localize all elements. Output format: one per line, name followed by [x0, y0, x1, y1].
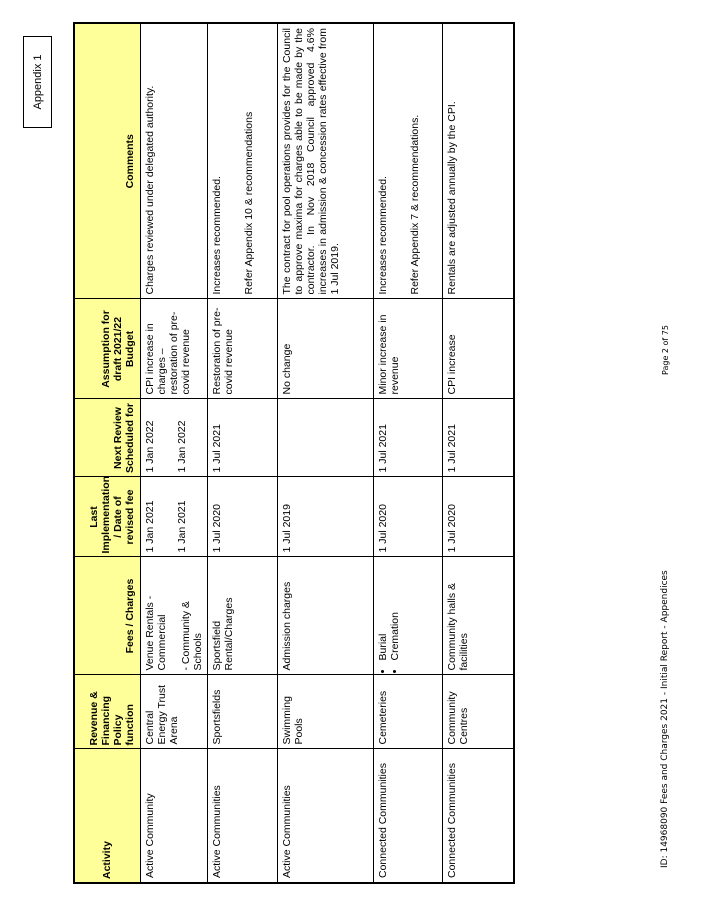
- cell-revenue-policy: Cemeteries: [373, 675, 442, 749]
- table-row: [277, 23, 373, 883]
- cell-next-review: 1 Jul 2021: [442, 399, 514, 477]
- fees-table-wrapper: [73, 24, 513, 884]
- cell-comments: The contract for pool operations provides for the Council to approve maxima for charges able to be made by the contractor. In Nov 2018 Council approved 4.6% increases in admission & concession rates effective from 1 Jul 2019.: [277, 23, 373, 299]
- cell-fees: Community halls & facilities: [442, 557, 514, 675]
- appendix-label: Appendix 1: [31, 54, 44, 110]
- page-number: Page 2 of 75: [661, 325, 670, 375]
- cell-assumption: Restoration of pre-covid revenue: [207, 299, 277, 399]
- cell-activity: Connected Communities: [373, 749, 442, 883]
- cell-fees: Sportsfield Rental/Charges: [207, 557, 277, 675]
- cell-comments: [373, 23, 442, 299]
- cell-revenue-policy: Sportsfields: [207, 675, 277, 749]
- table-row: [442, 23, 514, 883]
- cell-comments: Charges reviewed under delegated authority.: [140, 23, 207, 299]
- cell-last-implementation: 1 Jul 2019: [277, 477, 373, 557]
- cell-activity: Active Community: [140, 749, 207, 883]
- date-line: 1 Jan 2022: [143, 420, 156, 473]
- comment-line: Refer Appendix 7 & recommendations.: [408, 114, 421, 295]
- fees-bullet-list: [377, 562, 401, 671]
- cell-last-implementation: 1 Jul 2020: [442, 477, 514, 557]
- cell-comments: Rentals are adjusted annually by the CPI.: [442, 23, 514, 299]
- cell-last-implementation: [140, 477, 207, 557]
- fee-line: - Community & Schools: [179, 601, 204, 671]
- header-fees: Fees / Charges: [74, 557, 140, 675]
- header-comments: Comments: [74, 23, 140, 299]
- cell-activity: Active Communities: [277, 749, 373, 883]
- appendix-label-box: [23, 36, 52, 128]
- cell-next-review: [140, 399, 207, 477]
- date-line: 1 Jan 2021: [175, 500, 188, 553]
- cell-assumption: CPI increase: [442, 299, 514, 399]
- cell-revenue-policy: Community Centres: [442, 675, 514, 749]
- document-id-footer: ID: 14968090 Fees and Charges 2021 - Initial Report - Appendices: [660, 570, 670, 868]
- cell-activity: Active Communities: [207, 749, 277, 883]
- list-item: • Burial: [377, 562, 389, 661]
- header-revenue-policy: Revenue & Financing Policy function: [74, 675, 140, 749]
- header-activity: Activity: [74, 749, 140, 883]
- date-line: 1 Jan 2021: [143, 500, 156, 553]
- cell-next-review: [277, 399, 373, 477]
- header-assumption: Assumption for draft 2021/22 Budget: [74, 299, 140, 399]
- fees-charges-table: [73, 22, 515, 884]
- table-header-row: [74, 23, 140, 883]
- cell-fees: [140, 557, 207, 675]
- cell-assumption: Minor increase in revenue: [373, 299, 442, 399]
- table-row: [207, 23, 277, 883]
- comment-line: Increases recommended.: [376, 176, 389, 295]
- cell-assumption: CPI increase in charges – restoration of pre-covid revenue: [140, 299, 207, 399]
- cell-fees: Admission charges: [277, 557, 373, 675]
- cell-comments: [207, 23, 277, 299]
- fee-line: Venue Rentals - Commercial: [143, 595, 168, 671]
- cell-fees: [373, 557, 442, 675]
- cell-assumption: No change: [277, 299, 373, 399]
- cell-last-implementation: 1 Jul 2020: [373, 477, 442, 557]
- comment-line: Increases recommended.: [210, 176, 223, 295]
- cell-activity: Connected Communities: [442, 749, 514, 883]
- header-last-implementation: Last Implementation / Date of revised fee: [74, 477, 140, 557]
- table-row: [140, 23, 207, 883]
- date-line: 1 Jan 2022: [175, 420, 188, 473]
- cell-revenue-policy: Swimming Pools: [277, 675, 373, 749]
- cell-next-review: 1 Jul 2021: [373, 399, 442, 477]
- table-row: [373, 23, 442, 883]
- cell-last-implementation: 1 Jul 2020: [207, 477, 277, 557]
- comment-line: Refer Appendix 10 & recommendations: [242, 111, 255, 295]
- list-item: • Cremation: [389, 562, 401, 661]
- cell-revenue-policy: Central Energy Trust Arena: [140, 675, 207, 749]
- header-next-review: Next Review Scheduled for: [74, 399, 140, 477]
- cell-next-review: 1 Jul 2021: [207, 399, 277, 477]
